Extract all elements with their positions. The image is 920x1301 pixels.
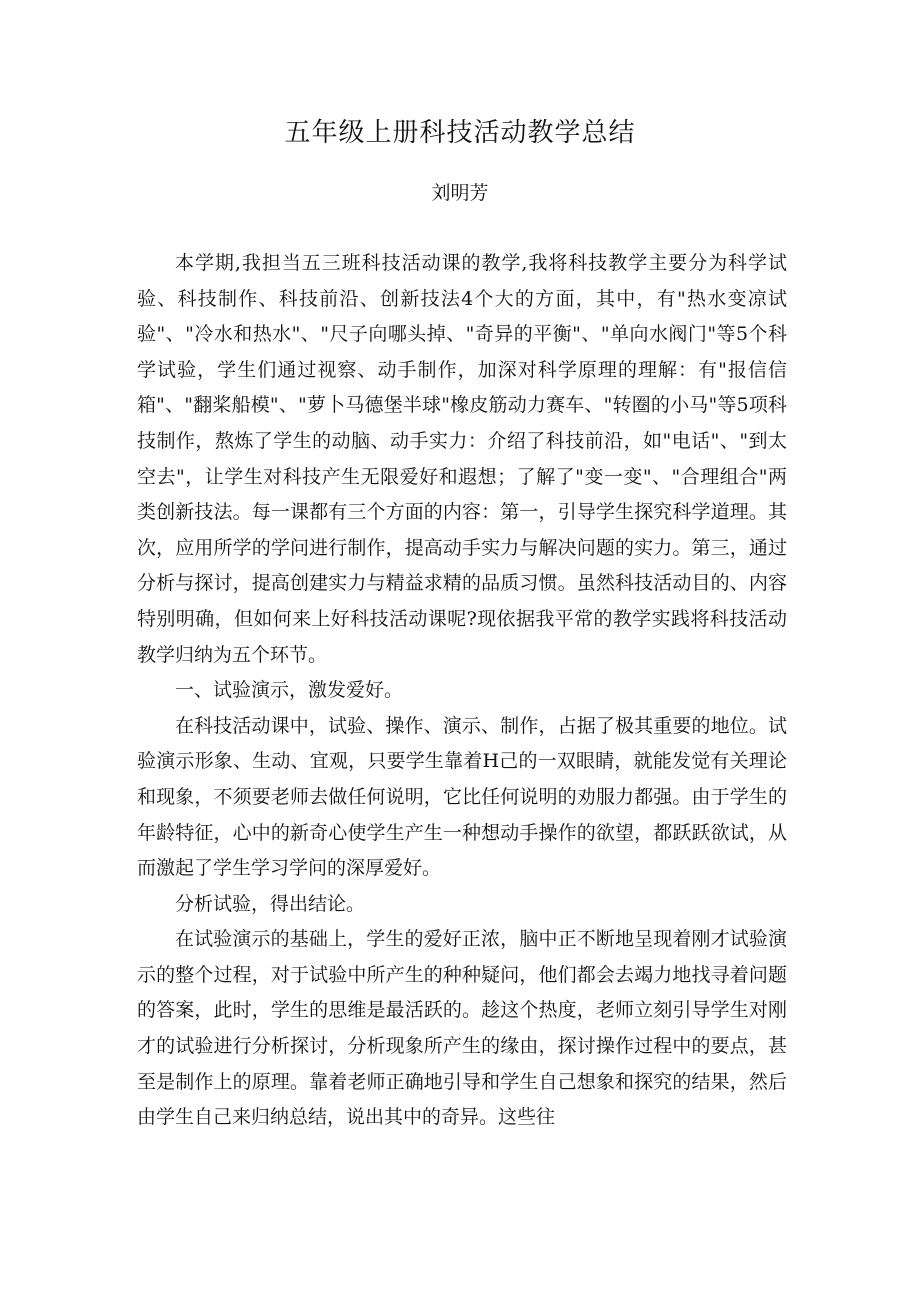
section-heading-2: 分析试验，得出结论。 <box>175 892 366 915</box>
author-name: 刘明芳 <box>431 182 489 204</box>
paragraph-section-1: 在科技活动课中，试验、操作、演示、制作，占据了极其重要的地位。试验演示形象、生动、宜观，只要学生靠着H己的一双眼睛，就能发觉有关理论和现象，不须要老师去做任何说明，它比任何说明的劝服力都强。由于学生的年龄特征，心中的新奇心使学生产生一种想动手操作的欲望，都跃跃欲试，从而激起了学生学习学问的深厚爱好。 <box>137 714 787 880</box>
document-body <box>137 246 787 1136</box>
section-heading-1: 一、试验演示，激发爱好。 <box>175 679 404 702</box>
paragraph-intro: 本学期,我担当五三班科技活动课的教学,我将科技教学主要分为科学试验、科技制作、科技前沿、创新技法4个大的方面，其中，有"热水变凉试验"、"冷水和热水"、"尺子向哪头掉、"奇异的平衡"、"单向水阀门"等5个科学试验，学生们通过视察、动手制作，加深对科学原理的理解：有"报信信箱"、"翻桨船模"、"萝卜马德堡半球"橡皮筋动力赛车、"转圈的小马"等5项科技制作，熬炼了学生的动脑、动手实力：介绍了科技前沿，如"电话"、"到太空去"，让学生对科技产生无限爱好和遐想；了解了"变一变"、"合理组合"两类创新技法。每一课都有三个方面的内容：第一，引导学生探究科学道理。其次，应用所学的学问进行制作，提高动手实力与解决问题的实力。第三，通过分析与探讨，提高创建实力与精益求精的品质习惯。虽然科技活动目的、内容特别明确，但如何来上好科技活动课呢?现依据我平常的教学实践将科技活动教学归纳为五个环节。 <box>137 252 787 666</box>
document-title: 五年级上册科技活动教学总结 <box>284 118 636 148</box>
paragraph-section-2: 在试验演示的基础上，学生的爱好正浓，脑中正不断地呈现着刚才试验演示的整个过程，对于试验中所产生的种种疑问，他们都会去竭力地找寻着问题的答案，此时，学生的思维是最活跃的。趁这个热度，老师立刻引导学生对刚才的试验进行分析探讨，分析现象所产生的缘由，探讨操作过程中的要点，甚至是制作上的原理。靠着老师正确地引导和学生自己想象和探究的结果，然后由学生自己来归纳总结，说出其中的奇异。这些往 <box>137 928 787 1129</box>
